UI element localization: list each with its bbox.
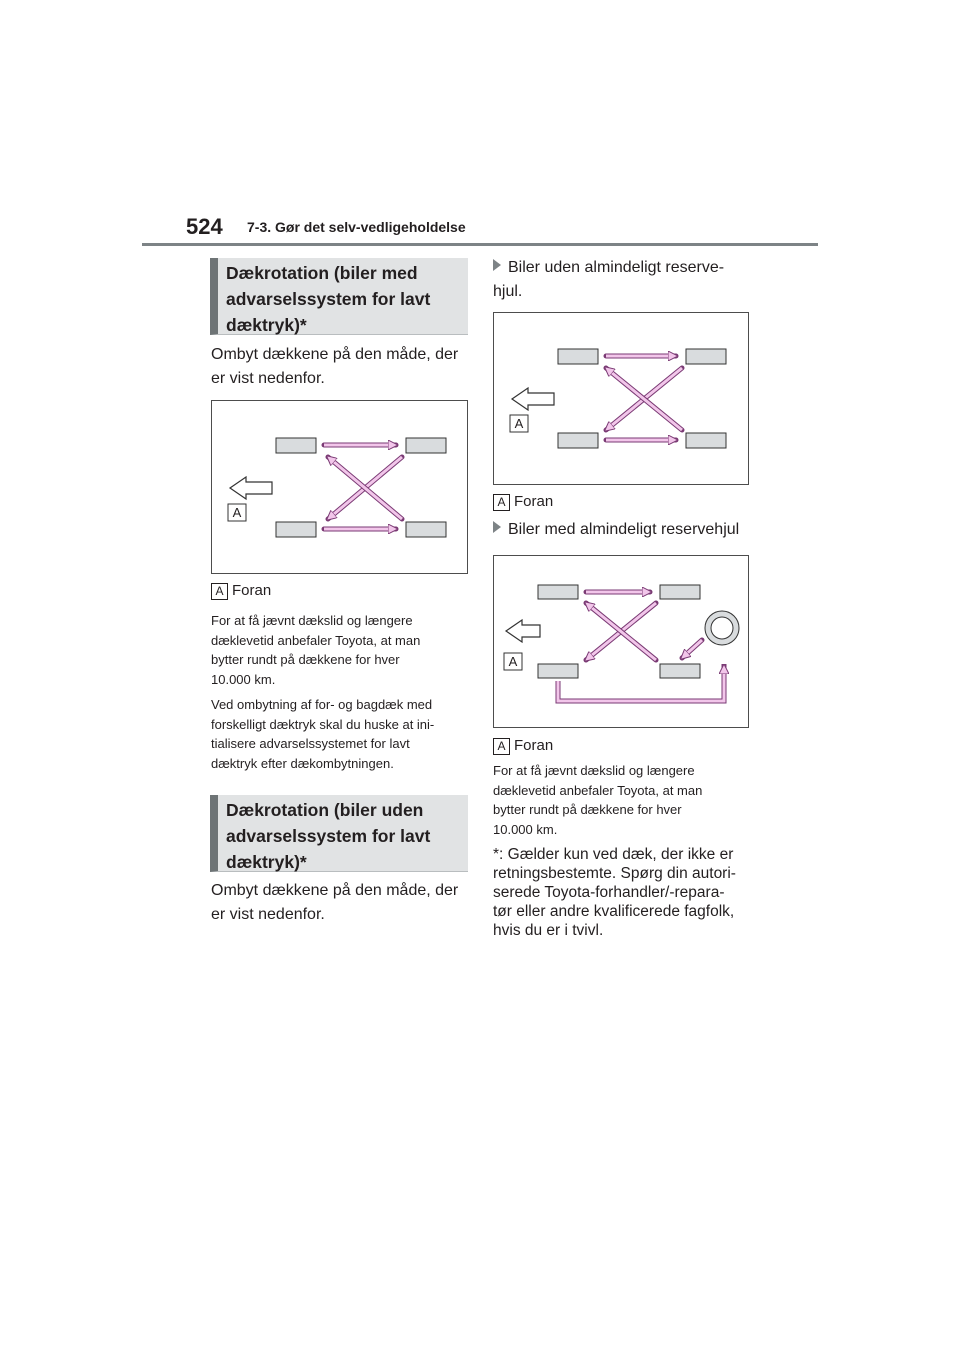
header-divider	[142, 243, 818, 246]
front-badge: A	[493, 738, 510, 755]
page-number: 524	[186, 214, 223, 239]
caption-3	[493, 736, 553, 756]
caption-1	[211, 581, 271, 601]
caption-2	[493, 492, 553, 512]
rotation-diagram-1	[211, 400, 468, 574]
note-2: Ved ombytning af for- og bagdæk med forskelligt dæktryk skal du huske at ini- tialisere advarselssystemet for lavt dæktryk efter dækombytningen.	[211, 697, 435, 771]
bullet-no-spare	[493, 256, 753, 304]
bullet-with-spare	[493, 518, 763, 542]
heading-without-tpms-text: Dækrotation (biler uden advarselssystem for lavt dæktryk)*	[226, 800, 431, 872]
intro-text-1: Ombyt dækkene på den måde, der er vist nedenfor.	[211, 346, 459, 387]
intro-text-2: Ombyt dækkene på den måde, der er vist nedenfor.	[211, 882, 459, 923]
caption-3-text: Foran	[514, 737, 554, 754]
heading-without-tpms	[210, 795, 468, 872]
bullet-with-spare-text: Biler med almindeligt reservehjul	[508, 521, 740, 538]
heading-with-tpms-text: Dækrotation (biler med advarselssystem for lavt dæktryk)*	[226, 263, 431, 335]
bullet-no-spare-text: Biler uden almindeligt reserve- hjul.	[493, 259, 725, 300]
note-1: For at få jævnt dækslid og længere dæklevetid anbefaler Toyota, at man bytter rundt på dækkene for hver 10.000 km.	[211, 613, 421, 687]
front-badge: A	[493, 494, 510, 511]
heading-with-tpms	[210, 258, 468, 335]
diagram2-front-label: A	[514, 416, 524, 431]
caption-1-text: Foran	[232, 582, 272, 599]
note-3: For at få jævnt dækslid og længere dæklevetid anbefaler Toyota, at man bytter rundt på dækkene for hver 10.000 km.	[493, 763, 703, 837]
footnote: *: Gælder kun ved dæk, der ikke er retningsbestemte. Spørg din autori- serede Toyota-forhandler/-repara- tør eller andre kvalificerede fagfolk, hvis du er i tvivl.	[493, 846, 736, 939]
section-title: 7-3. Gør det selv-vedligeholdelse	[247, 219, 466, 235]
bullet-triangle-icon	[493, 259, 501, 271]
diagram-front-label: A	[232, 505, 242, 520]
rotation-diagram-2	[493, 312, 749, 485]
bullet-triangle-icon	[493, 521, 501, 533]
rotation-diagram-3	[493, 555, 749, 728]
caption-2-text: Foran	[514, 493, 554, 510]
front-badge: A	[211, 583, 228, 600]
diagram3-front-label: A	[508, 654, 518, 669]
